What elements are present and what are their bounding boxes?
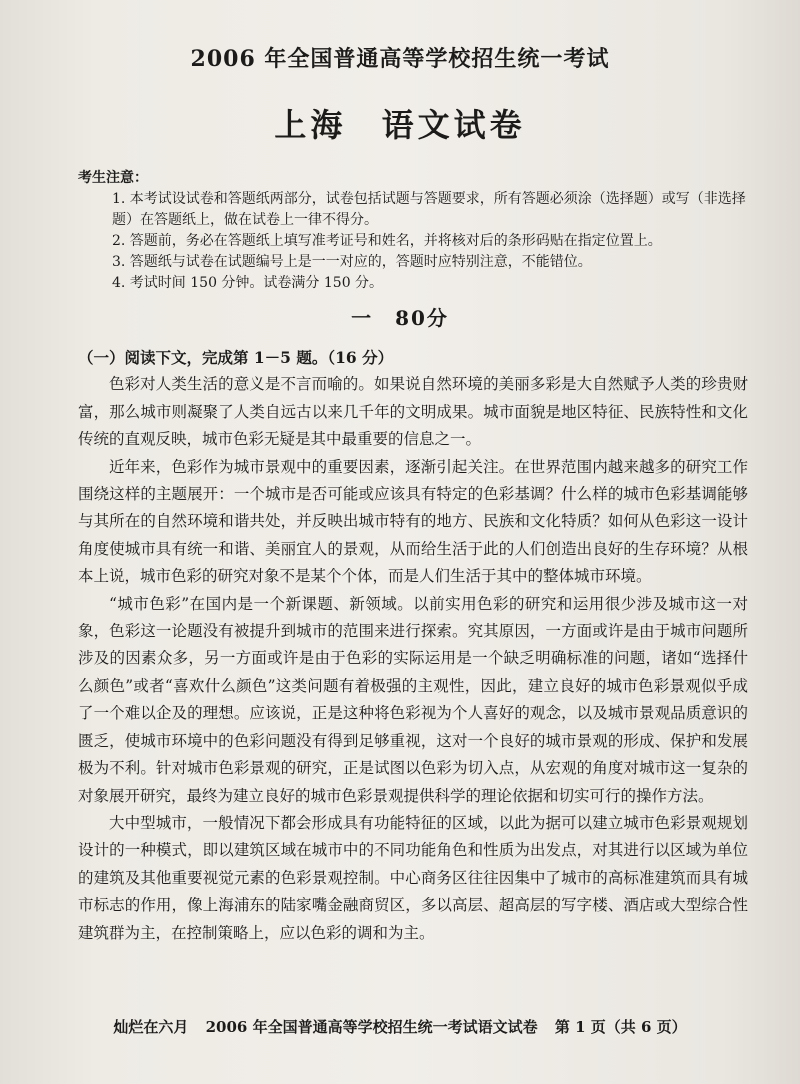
notice-item: 1. 本考试设试卷和答题纸两部分，试卷包括试题与答题要求，所有答题必须涂（选择题）或写（非选择题）在答题纸上，做在试卷上一律不得分。 xyxy=(112,191,746,228)
exam-title: 2006 年全国普通高等学校招生统一考试 xyxy=(190,46,610,72)
notice-item: 2. 答题前，务必在答题纸上填写准考证号和姓名，并将核对后的条形码贴在指定位置上。 xyxy=(112,233,662,249)
notice-item: 4. 考试时间 150 分钟。试卷满分 150 分。 xyxy=(112,275,384,291)
candidate-notice xyxy=(78,168,758,294)
notice-heading: 考生注意： xyxy=(78,170,148,186)
page-footer xyxy=(0,1016,800,1037)
footer-slogan: 灿烂在六月 xyxy=(113,1018,189,1036)
exam-region: 上海 xyxy=(274,106,347,144)
passage-paragraph: 色彩对人类生活的意义是不言而喻的。如果说自然环境的美丽多彩是大自然赋予人类的珍贵财富，那么城市则凝聚了人类自远古以来几千年的文明成果。城市面貌是地区特征、民族特性和文化传统的直观反映，城市色彩无疑是其中最重要的信息之一。 xyxy=(78,375,748,449)
notice-list xyxy=(78,189,758,294)
exam-subtitle xyxy=(0,100,800,146)
notice-item: 3. 答题纸与试卷在试题编号上是一一对应的，答题时应特别注意，不能错位。 xyxy=(112,254,592,270)
reading-passage xyxy=(78,344,748,947)
exam-subject: 语文试卷 xyxy=(381,106,526,144)
passage-heading: （一）阅读下文，完成第 1－5 题。（16 分） xyxy=(78,348,394,367)
passage-paragraph: “城市色彩”在国内是一个新课题、新领域。以前实用色彩的研究和运用很少涉及城市这一对象，色彩这一论题没有被提升到城市的范围来进行探索。究其原因，一方面或许是由于城市问题所涉及的因素众多，另一方面或许是由于色彩的实际运用是一个缺乏明确标准的问题，诸如“选择什么颜色”或者“喜欢什么颜色”这类问题有着极强的主观性，因此，建立良好的城市色彩景观似乎成了一个难以企及的理想。应该说，正是这种将色彩视为个人喜好的观念，以及城市景观品质意识的匮乏，使城市环境中的色彩问题没有得到足够重视，这对一个良好的城市景观的形成、保护和发展极为不利。针对城市色彩景观的研究，正是试图以色彩为切入点，从宏观的角度对城市这一复杂的对象展开研究，最终为建立良好的城市色彩景观提供科学的理论依据和切实可行的操作方法。 xyxy=(78,594,748,805)
footer-page-number: 第 1 页（共 6 页） xyxy=(554,1018,687,1036)
section-heading: 一 80分 xyxy=(351,306,449,330)
passage-paragraph: 大中型城市，一般情况下都会形成具有功能特征的区域，以此为据可以建立城市色彩景观规划设计的一种模式，即以建筑区域在城市中的不同功能角色和性质为出发点，对其进行以区域为单位的建筑及其他重要视觉元素的色彩景观控制。中心商务区往往因集中了城市的高标准建筑而具有城市标志的作用，像上海浦东的陆家嘴金融商贸区，多以高层、超高层的写字楼、酒店或大型综合性建筑群为主，在控制策略上，应以色彩的调和为主。 xyxy=(78,813,748,942)
passage-paragraph: 近年来，色彩作为城市景观中的重要因素，逐渐引起关注。在世界范围内越来越多的研究工作围绕这样的主题展开：一个城市是否可能或应该具有特定的色彩基调？什么样的城市色彩基调能够与其所在的自然环境和谐共处，并反映出城市特有的地方、民族和文化特质？如何从色彩这一设计角度使城市具有统一和谐、美丽宜人的景观，从而给生活于此的人们创造出良好的生存环境？从根本上说，城市色彩的研究对象不是某个个体，而是人们生活于其中的整体城市环境。 xyxy=(78,457,748,586)
footer-title: 2006 年全国普通高等学校招生统一考试语文试卷 xyxy=(205,1018,538,1036)
